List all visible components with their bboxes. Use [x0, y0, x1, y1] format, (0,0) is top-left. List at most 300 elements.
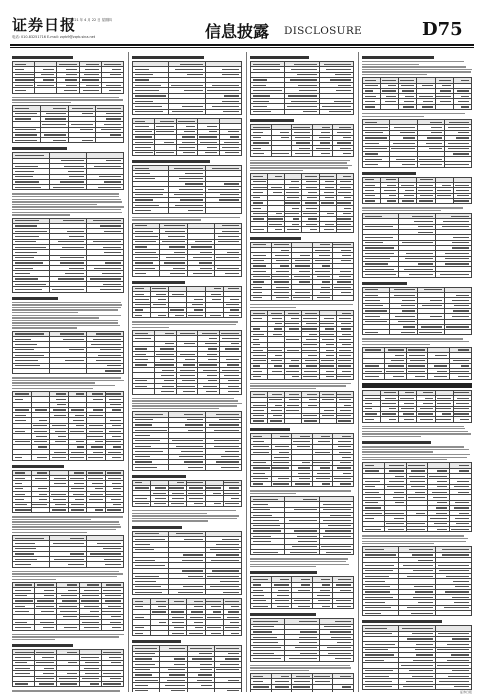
- cell-text: [15, 478, 25, 479]
- cell-text: [415, 649, 433, 650]
- cell-text: [135, 424, 152, 425]
- cell-text: [321, 287, 331, 288]
- cell-text: [253, 504, 268, 505]
- cell-text: [253, 355, 266, 356]
- cell-text: [365, 602, 385, 603]
- table-cell: [292, 481, 313, 486]
- cell-text: [160, 348, 174, 349]
- cell-text: [365, 101, 375, 102]
- cell-text: [222, 231, 239, 232]
- cell-text: [458, 376, 469, 377]
- cell-text: [317, 276, 331, 277]
- cell-text: [253, 101, 269, 102]
- cell-text: [342, 686, 351, 687]
- cell-text: [15, 339, 31, 340]
- financial-table: [12, 582, 124, 631]
- cell-text: [420, 408, 433, 409]
- table-cell: [292, 603, 313, 608]
- cell-text: [445, 591, 470, 592]
- financial-table: [12, 152, 124, 190]
- cell-text: [389, 470, 403, 471]
- cell-text: [408, 371, 425, 372]
- cell-text: [15, 113, 37, 114]
- cell-text: [109, 90, 121, 91]
- cell-text: [52, 425, 65, 426]
- cell-text: [174, 627, 185, 628]
- cell-text: [456, 295, 469, 296]
- cell-text: [405, 190, 415, 191]
- cell-text: [365, 502, 378, 503]
- text-line: [12, 573, 123, 574]
- cell-text: [365, 419, 374, 420]
- cell-text: [103, 683, 121, 684]
- table-cell: [169, 501, 187, 506]
- cell-text: [315, 271, 331, 272]
- cell-text: [309, 334, 316, 335]
- section-heading: [12, 465, 64, 468]
- cell-text: [342, 313, 351, 314]
- cell-text: [172, 633, 184, 634]
- table-cell: [35, 681, 57, 686]
- cell-text: [337, 202, 351, 203]
- cell-text: [452, 242, 469, 243]
- cell-text: [15, 241, 36, 242]
- cell-text: [365, 676, 389, 677]
- text-line: [250, 307, 296, 308]
- cell-text: [180, 375, 196, 376]
- table-cell: [205, 313, 223, 318]
- cell-text: [395, 355, 404, 356]
- table-row: [363, 162, 472, 167]
- cell-text: [253, 153, 264, 154]
- cell-text: [394, 289, 414, 290]
- cell-text: [15, 595, 27, 596]
- cell-text: [273, 192, 282, 193]
- cell-text: [135, 95, 166, 96]
- cell-text: [402, 90, 415, 91]
- cell-text: [68, 171, 84, 172]
- cell-text: [420, 179, 433, 180]
- cell-text: [461, 106, 469, 107]
- cell-text: [325, 530, 351, 531]
- cell-text: [135, 440, 160, 441]
- table-cell: [198, 150, 220, 155]
- table-cell: [453, 417, 471, 422]
- section-heading: [250, 119, 294, 122]
- cell-text: [253, 631, 272, 632]
- cell-text: [206, 391, 217, 392]
- cell-text: [59, 678, 76, 679]
- cell-text: [104, 64, 121, 65]
- cell-text: [272, 153, 289, 154]
- cell-text: [323, 520, 351, 521]
- cell-text: [182, 380, 196, 381]
- text-line: [362, 535, 464, 536]
- text-line: [132, 520, 208, 521]
- cell-text: [271, 410, 283, 411]
- cell-text: [253, 541, 271, 542]
- cell-text: [41, 611, 54, 612]
- table-cell: [205, 109, 241, 114]
- cell-text: [418, 232, 432, 233]
- cell-text: [365, 581, 385, 582]
- cell-text: [340, 590, 351, 591]
- cell-text: [302, 350, 316, 351]
- cell-text: [66, 69, 76, 70]
- cell-text: [15, 236, 39, 237]
- cell-text: [43, 69, 54, 70]
- table-cell: [251, 603, 272, 608]
- cell-text: [15, 559, 37, 560]
- cell-text: [322, 483, 331, 484]
- cell-text: [103, 652, 121, 653]
- cell-text: [172, 111, 202, 112]
- text-line: [12, 576, 117, 577]
- cell-text: [324, 229, 334, 230]
- cell-text: [253, 415, 264, 416]
- cell-text: [225, 601, 239, 602]
- cell-text: [172, 617, 185, 618]
- cell-text: [253, 90, 282, 91]
- contact-line: 电话: 010-83251716 E-mail: zqrb9@zqrb.sina.net: [12, 35, 96, 39]
- cell-text: [207, 617, 221, 618]
- cell-text: [15, 85, 33, 86]
- cell-text: [434, 376, 448, 377]
- cell-text: [253, 467, 270, 468]
- cell-text: [253, 260, 264, 261]
- cell-text: [191, 611, 202, 612]
- table-cell: [13, 455, 32, 460]
- financial-table: [132, 286, 242, 319]
- cell-text: [135, 690, 148, 691]
- cell-text: [135, 658, 152, 659]
- cell-text: [442, 226, 469, 227]
- cell-text: [461, 80, 469, 81]
- cell-text: [253, 192, 263, 193]
- cell-text: [253, 499, 278, 500]
- cell-text: [228, 391, 239, 392]
- cell-text: [174, 664, 185, 665]
- cell-text: [84, 590, 99, 591]
- cell-text: [289, 328, 300, 329]
- cell-text: [289, 187, 300, 188]
- table-cell: [87, 562, 124, 567]
- cell-text: [286, 410, 299, 411]
- cell-text: [186, 126, 195, 127]
- cell-text: [442, 85, 450, 86]
- table-cell: [333, 603, 354, 608]
- cell-text: [413, 597, 433, 598]
- cell-text: [416, 654, 433, 655]
- cell-text: [315, 260, 331, 261]
- financial-table: [362, 546, 472, 616]
- text-line: [132, 405, 237, 406]
- financial-table: [12, 218, 124, 293]
- cell-text: [301, 579, 310, 580]
- cell-text: [135, 168, 149, 169]
- cell-text: [230, 299, 239, 300]
- cell-text: [15, 553, 34, 554]
- cell-text: [164, 142, 174, 143]
- table-cell: [363, 272, 399, 277]
- cell-text: [135, 560, 155, 561]
- text-line: [12, 388, 93, 389]
- table-row: [251, 603, 354, 608]
- cell-text: [62, 247, 84, 248]
- cell-text: [402, 200, 414, 201]
- cell-text: [92, 393, 102, 394]
- cell-text: [299, 90, 316, 91]
- cell-text: [335, 74, 351, 75]
- cell-text: [409, 670, 433, 671]
- cell-text: [228, 131, 239, 132]
- cell-text: [66, 85, 77, 86]
- cell-text: [15, 472, 25, 473]
- table-cell: [271, 481, 292, 486]
- cell-text: [400, 80, 414, 81]
- cell-text: [39, 494, 47, 495]
- cell-text: [458, 492, 469, 493]
- cell-text: [135, 674, 152, 675]
- financial-table: [132, 223, 242, 277]
- cell-text: [275, 323, 283, 324]
- cell-text: [187, 419, 203, 420]
- cell-text: [325, 181, 334, 182]
- cell-text: [287, 106, 317, 107]
- cell-text: [253, 69, 280, 70]
- cell-text: [184, 414, 203, 415]
- cell-text: [81, 657, 99, 658]
- table-cell: [57, 88, 79, 93]
- cell-text: [306, 365, 317, 366]
- masthead-rule-thin: [10, 47, 474, 48]
- cell-text: [135, 435, 150, 436]
- cell-text: [135, 446, 151, 447]
- table-cell: [169, 313, 187, 318]
- cell-text: [365, 85, 378, 86]
- cell-text: [212, 85, 239, 86]
- cell-text: [447, 644, 469, 645]
- cell-text: [135, 380, 147, 381]
- cell-text: [275, 681, 290, 682]
- cell-text: [58, 241, 84, 242]
- cell-text: [365, 686, 392, 687]
- cell-text: [326, 69, 351, 70]
- table-cell: [251, 151, 272, 156]
- cell-text: [457, 195, 469, 196]
- cell-text: [103, 548, 121, 549]
- cell-text: [440, 274, 469, 275]
- cell-text: [156, 131, 174, 132]
- table-cell: [363, 684, 399, 689]
- cell-text: [253, 213, 267, 214]
- table-cell: [68, 507, 87, 512]
- cell-text: [85, 662, 99, 663]
- cell-text: [365, 242, 383, 243]
- cell-text: [393, 143, 414, 144]
- cell-text: [411, 613, 433, 614]
- table-cell: [79, 681, 101, 686]
- cell-text: [44, 590, 54, 591]
- cell-text: [43, 627, 54, 628]
- cell-text: [171, 503, 185, 504]
- cell-text: [253, 606, 268, 607]
- cell-text: [436, 96, 451, 97]
- cell-text: [297, 446, 310, 447]
- cell-text: [15, 349, 34, 350]
- cell-text: [89, 431, 103, 432]
- cell-text: [315, 250, 330, 251]
- cell-text: [36, 436, 47, 437]
- table-cell: [285, 418, 302, 423]
- text-line: [12, 99, 123, 100]
- cell-text: [365, 216, 382, 217]
- cell-text: [275, 600, 289, 601]
- cell-text: [365, 481, 380, 482]
- cell-text: [110, 622, 121, 623]
- cell-text: [135, 126, 149, 127]
- cell-text: [319, 255, 331, 256]
- section-heading: [132, 475, 186, 478]
- cell-text: [135, 685, 148, 686]
- section-heading: [12, 297, 58, 300]
- issue-date: 2021 年 4 月 22 日 星期四: [70, 18, 112, 22]
- financial-table: [132, 118, 242, 156]
- cell-text: [193, 257, 212, 258]
- cell-text: [253, 462, 266, 463]
- cell-text: [67, 673, 77, 674]
- text-line: [12, 385, 115, 386]
- table-cell: [251, 374, 268, 379]
- cell-text: [457, 90, 469, 91]
- cell-text: [365, 513, 382, 514]
- cell-text: [253, 552, 278, 553]
- cell-text: [15, 673, 30, 674]
- cell-text: [341, 292, 351, 293]
- cell-text: [365, 403, 372, 404]
- cell-text: [365, 143, 379, 144]
- cell-text: [155, 364, 174, 365]
- cell-text: [253, 281, 264, 282]
- table-cell: [268, 374, 285, 379]
- table-cell: [151, 313, 169, 318]
- cell-text: [253, 681, 263, 682]
- cell-text: [184, 131, 195, 132]
- text-line: [250, 383, 351, 384]
- cell-text: [135, 315, 142, 316]
- cell-text: [299, 642, 317, 643]
- cell-text: [190, 617, 202, 618]
- cell-text: [15, 284, 46, 285]
- cell-text: [65, 79, 77, 80]
- financial-table: [362, 347, 472, 380]
- cell-text: [253, 271, 266, 272]
- cell-text: [291, 318, 299, 319]
- cell-text: [84, 74, 98, 75]
- cell-text: [102, 273, 121, 274]
- cell-text: [408, 465, 425, 466]
- cell-text: [95, 441, 102, 442]
- cell-text: [37, 85, 55, 86]
- cell-text: [15, 140, 37, 141]
- table-row: [251, 690, 354, 692]
- cell-text: [70, 553, 84, 554]
- cell-text: [106, 393, 121, 394]
- cell-text: [300, 255, 310, 256]
- cell-text: [448, 143, 469, 144]
- cell-text: [285, 213, 299, 214]
- cell-text: [253, 509, 270, 510]
- table-cell: [40, 138, 68, 143]
- table-cell: [133, 271, 160, 276]
- cell-text: [208, 359, 218, 360]
- cell-text: [275, 355, 282, 356]
- cell-text: [135, 419, 153, 420]
- table-cell: [133, 589, 169, 594]
- cell-text: [71, 452, 84, 453]
- cell-text: [107, 472, 121, 473]
- cell-text: [15, 509, 31, 510]
- cell-text: [59, 606, 76, 607]
- cell-text: [337, 229, 351, 230]
- cell-text: [342, 255, 351, 256]
- table-cell: [435, 611, 471, 616]
- cell-text: [293, 686, 310, 687]
- cell-text: [437, 502, 447, 503]
- cell-text: [99, 176, 121, 177]
- cell-text: [419, 159, 442, 160]
- cell-text: [223, 111, 239, 112]
- cell-text: [274, 328, 282, 329]
- table-cell: [302, 374, 319, 379]
- table-row: [13, 368, 124, 373]
- cell-text: [300, 436, 310, 437]
- text-line: [250, 493, 296, 494]
- text-line: [12, 102, 71, 103]
- table-cell: [68, 138, 96, 143]
- cell-text: [179, 189, 202, 190]
- cell-text: [225, 503, 239, 504]
- cell-text: [253, 515, 272, 516]
- cell-text: [442, 413, 450, 414]
- cell-text: [365, 96, 376, 97]
- cell-text: [290, 552, 317, 553]
- cell-text: [285, 323, 299, 324]
- cell-text: [343, 213, 351, 214]
- cell-text: [89, 425, 103, 426]
- cell-text: [135, 680, 158, 681]
- cell-text: [84, 627, 99, 628]
- cell-text: [330, 631, 351, 632]
- cell-text: [272, 276, 289, 277]
- cell-text: [39, 420, 47, 421]
- cell-text: [396, 159, 415, 160]
- cell-text: [82, 595, 99, 596]
- table-cell: [417, 104, 435, 109]
- cell-text: [253, 132, 263, 133]
- cell-text: [108, 606, 121, 607]
- cell-text: [253, 197, 260, 198]
- cell-text: [437, 195, 451, 196]
- cell-text: [415, 591, 432, 592]
- cell-text: [69, 268, 84, 269]
- table-row: [133, 389, 242, 394]
- text-line: [362, 449, 469, 450]
- cell-text: [194, 606, 203, 607]
- cell-text: [454, 602, 469, 603]
- cell-text: [106, 85, 121, 86]
- cell-text: [387, 185, 397, 186]
